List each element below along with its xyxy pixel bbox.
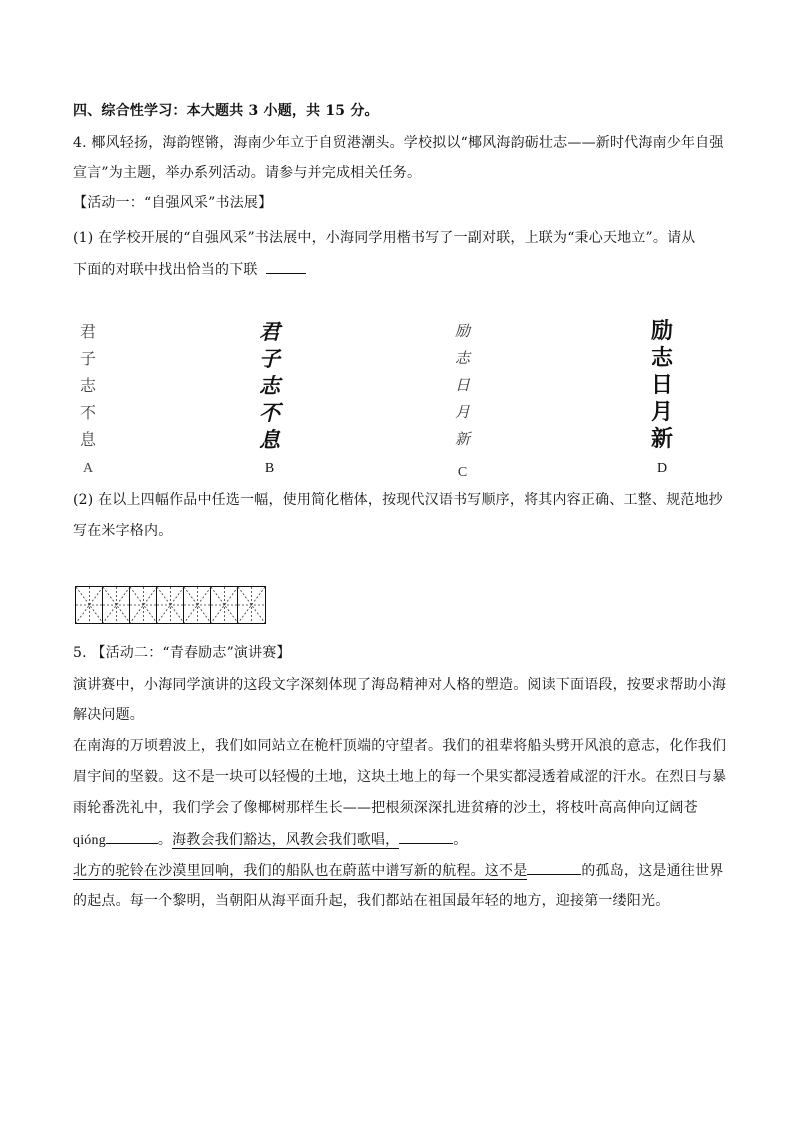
pinyin-blank[interactable] (106, 829, 158, 844)
option-char: 君 (259, 319, 280, 344)
option-char: 志 (651, 346, 674, 371)
mizi-cell[interactable] (211, 587, 238, 623)
mizi-cell[interactable] (157, 587, 184, 623)
q5-intro-line1: 演讲赛中，小海同学演讲的这段文字深刻体现了海岛精神对人格的塑造。阅读下面语段，按要求帮助小海 (73, 677, 727, 693)
underlined-phrase: 北方的驼铃在沙漠里回响， (73, 863, 244, 879)
option-char: 志 (259, 373, 280, 398)
option-char: 志 (80, 376, 97, 395)
option-char: 月 (651, 400, 674, 425)
option-char: 不 (259, 400, 280, 425)
q5-title: 5. 【活动二：“青春励志”演讲赛】 (73, 645, 291, 661)
mizi-cell[interactable] (103, 587, 130, 623)
option-char: 息 (80, 430, 97, 449)
q5-p1-line3: 雨轮番洗礼中，我们学会了像椰树那样生长——把根须深深扎进贫瘠的沙土，将枝叶高高伸向辽阔苍 (73, 800, 698, 816)
option-char: 志 (455, 349, 471, 367)
q4-sub1-line1: (1) 在学校开展的“自强风采”书法展中，小海同学用楷书写了一副对联，上联为“秉心天地立”。请从 (73, 230, 696, 246)
option-char: 日 (651, 373, 674, 398)
q4-intro-line1: 4. 椰风轻扬，海韵铿锵，海南少年立于自贸港潮头。学校拟以“椰风海韵砺壮志——新时代海南少年自强 (73, 135, 724, 151)
q4-sub2-line2: 写在米字格内。 (73, 523, 173, 539)
q5-p2-line1 (73, 860, 723, 881)
underlined-sentence: 海教会我们豁达，风教会我们歌唱， (172, 832, 400, 848)
section-heading: 四、综合性学习：本大题共 3 小题，共 15 分。 (73, 103, 379, 119)
underlined-phrase: 我们的船队也在蔚蓝中谱写新的航程。这不是 (243, 863, 528, 879)
mizi-cell[interactable] (184, 587, 211, 623)
pinyin-text: qióng (73, 833, 106, 848)
option-char: 新 (455, 430, 471, 448)
mizi-guide-lines (130, 587, 157, 623)
option-char: 日 (455, 376, 471, 394)
activity1-title: 【活动一：“自强风采”书法展】 (73, 195, 273, 211)
q5-p2-line2: 的起点。每一个黎明，当朝阳从海平面升起，我们都站在祖国最年轻的地方，迎接第一缕阳光。 (73, 893, 670, 909)
option-label: C (457, 465, 468, 480)
q5-p1-line1: 在南海的万顷碧波上，我们如同站立在桅杆顶端的守望者。我们的祖辈将船头劈开风浪的意志，化作我们 (73, 738, 727, 754)
mizi-cell[interactable] (76, 587, 103, 623)
mizi-guide-lines (211, 587, 238, 623)
q5-p1-line4 (73, 829, 468, 851)
sentence-tail: 的孤岛，这是通往世界 (581, 863, 724, 879)
mizi-guide-lines (238, 587, 265, 623)
option-char: 子 (80, 349, 97, 368)
option-char: 新 (651, 427, 674, 452)
option-char: 月 (455, 403, 471, 421)
option-char: 励 (455, 322, 471, 340)
q4-sub1-line2-text: 下面的对联中找出恰当的下联 (73, 262, 258, 278)
mizi-cell[interactable] (130, 587, 157, 623)
option-char: 不 (80, 403, 97, 422)
q4-intro-line2: 宣言”为主题，举办系列活动。请参与并完成相关任务。 (73, 165, 422, 181)
period: 。 (157, 832, 173, 848)
option-label: D (656, 461, 668, 476)
mizi-grid[interactable] (75, 586, 266, 624)
period: 。 (453, 832, 468, 848)
mizi-cell[interactable] (238, 587, 265, 623)
q4-sub2-line1: (2) 在以上四幅作品中任选一幅，使用简化楷体，按现代汉语书写顺序，将其内容正确、工整、规范地抄 (73, 492, 723, 508)
option-label: B (264, 461, 275, 476)
answer-blank[interactable] (266, 259, 306, 274)
mizi-guide-lines (184, 587, 211, 623)
mizi-guide-lines (103, 587, 130, 623)
calligraphy-option-b (259, 318, 280, 482)
option-char: 息 (259, 427, 280, 452)
q5-p1-line2: 眉宇间的坚毅。这不是一块可以轻慢的土地，这块土地上的每一个果实都浸透着咸涩的汗水。在烈日与暴 (73, 769, 727, 785)
sentence-blank[interactable] (399, 829, 453, 844)
q4-sub1-line2 (73, 259, 306, 280)
option-char: 子 (259, 346, 280, 371)
word-blank[interactable] (527, 860, 581, 875)
mizi-guide-lines (157, 587, 184, 623)
option-label: A (82, 461, 94, 476)
calligraphy-option-d (651, 318, 673, 482)
calligraphy-option-c (455, 318, 470, 486)
option-char: 励 (651, 319, 674, 344)
calligraphy-option-a (80, 318, 96, 482)
q5-intro-line2: 解决问题。 (73, 707, 144, 723)
mizi-guide-lines (76, 587, 103, 623)
option-char: 君 (80, 322, 97, 341)
